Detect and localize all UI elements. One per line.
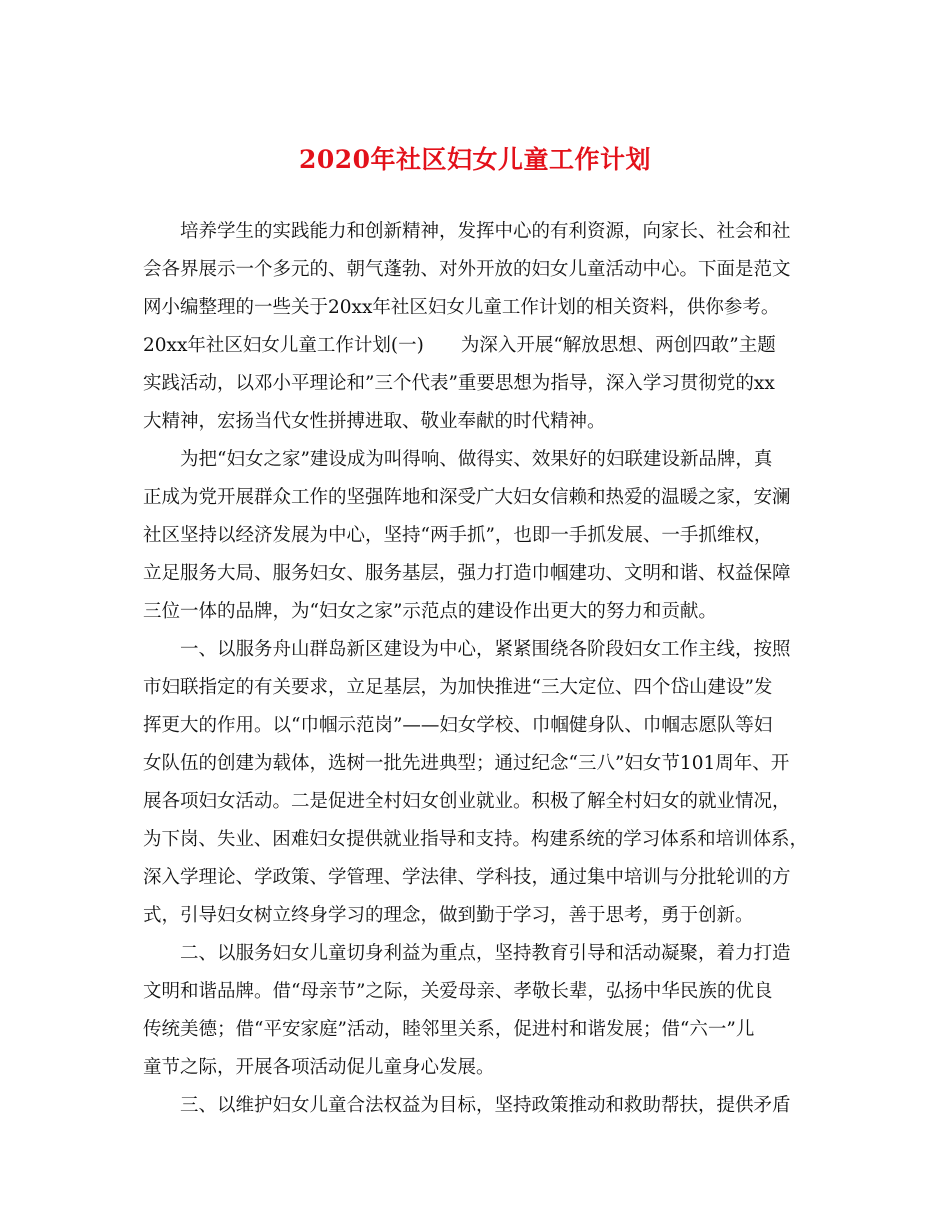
paragraph-line: 网小编整理的一些关于20xx年社区妇女儿童工作计划的相关资料，供你参考。 xyxy=(143,297,780,318)
paragraph-line: 展各项妇女活动。二是促进全村妇女创业就业。积极了解全村妇女的就业情况， xyxy=(143,791,791,812)
document-title: 2020年社区妇女儿童工作计划 xyxy=(298,145,652,174)
paragraph xyxy=(143,1087,808,1125)
paragraph xyxy=(143,631,808,935)
paragraph-line: 一、以服务舟山群岛新区建设为中心，紧紧围绕各阶段妇女工作主线，按照 xyxy=(180,639,791,660)
paragraph-line: 正成为党开展群众工作的坚强阵地和深受广大妇女信赖和热爱的温暖之家，安澜 xyxy=(143,487,791,508)
paragraph-line: 传统美德；借“平安家庭”活动，睦邻里关系，促进村和谐发展；借“六一”儿 xyxy=(143,1019,755,1040)
paragraph-line: 市妇联指定的有关要求，立足基层，为加快推进“三大定位、四个岱山建设”发 xyxy=(143,677,773,698)
paragraph-line: 社区坚持以经济发展为中心，坚持“两手抓”，也即一手抓发展、一手抓维权， xyxy=(143,525,773,546)
paragraph-line: 三、以维护妇女儿童合法权益为目标，坚持政策推动和救助帮扶，提供矛盾 xyxy=(180,1095,791,1116)
document-body xyxy=(143,213,808,1125)
paragraph-line: 培养学生的实践能力和创新精神，发挥中心的有利资源，向家长、社会和社 xyxy=(180,221,791,242)
paragraph xyxy=(143,213,808,441)
paragraph-line: 立足服务大局、服务妇女、服务基层，强力打造巾帼建功、文明和谐、权益保障 xyxy=(143,563,791,584)
paragraph-line: 文明和谐品牌。借“母亲节”之际，关爱母亲、孝敬长辈，弘扬中华民族的优良 xyxy=(143,981,773,1002)
paragraph-line: 二、以服务妇女儿童切身利益为重点，坚持教育引导和活动凝聚，着力打造 xyxy=(180,943,791,964)
paragraph-line: 挥更大的作用。以“巾帼示范岗”——妇女学校、巾帼健身队、巾帼志愿队等妇 xyxy=(143,715,773,736)
paragraph-line: 童节之际，开展各项活动促儿童身心发展。 xyxy=(143,1057,495,1078)
paragraph-line: 深入学理论、学政策、学管理、学法律、学科技，通过集中培训与分批轮训的方 xyxy=(143,867,791,888)
paragraph-line: 实践活动，以邓小平理论和”三个代表”重要思想为指导，深入学习贯彻党的xx xyxy=(143,373,775,394)
paragraph-line: 女队伍的创建为载体，选树一批先进典型；通过纪念“三八”妇女节101周年、开 xyxy=(143,753,790,774)
paragraph-line: 为下岗、失业、困难妇女提供就业指导和支持。构建系统的学习体系和培训体系， xyxy=(143,829,809,850)
paragraph-line: 会各界展示一个多元的、朝气蓬勃、对外开放的妇女儿童活动中心。下面是范文 xyxy=(143,259,791,280)
paragraph-line: 20xx年社区妇女儿童工作计划(一) 为深入开展“解放思想、两创四敢”主题 xyxy=(143,335,776,356)
paragraph-line: 大精神，宏扬当代女性拼搏进取、敬业奉献的时代精神。 xyxy=(143,411,606,432)
paragraph-line: 为把“妇女之家”建设成为叫得响、做得实、效果好的妇联建设新品牌，真 xyxy=(180,449,773,470)
paragraph-line: 式，引导妇女树立终身学习的理念，做到勤于学习，善于思考，勇于创新。 xyxy=(143,905,754,926)
paragraph xyxy=(143,935,808,1087)
paragraph-line: 三位一体的品牌，为“妇女之家”示范点的建设作出更大的努力和贡献。 xyxy=(143,601,717,622)
paragraph xyxy=(143,441,808,631)
